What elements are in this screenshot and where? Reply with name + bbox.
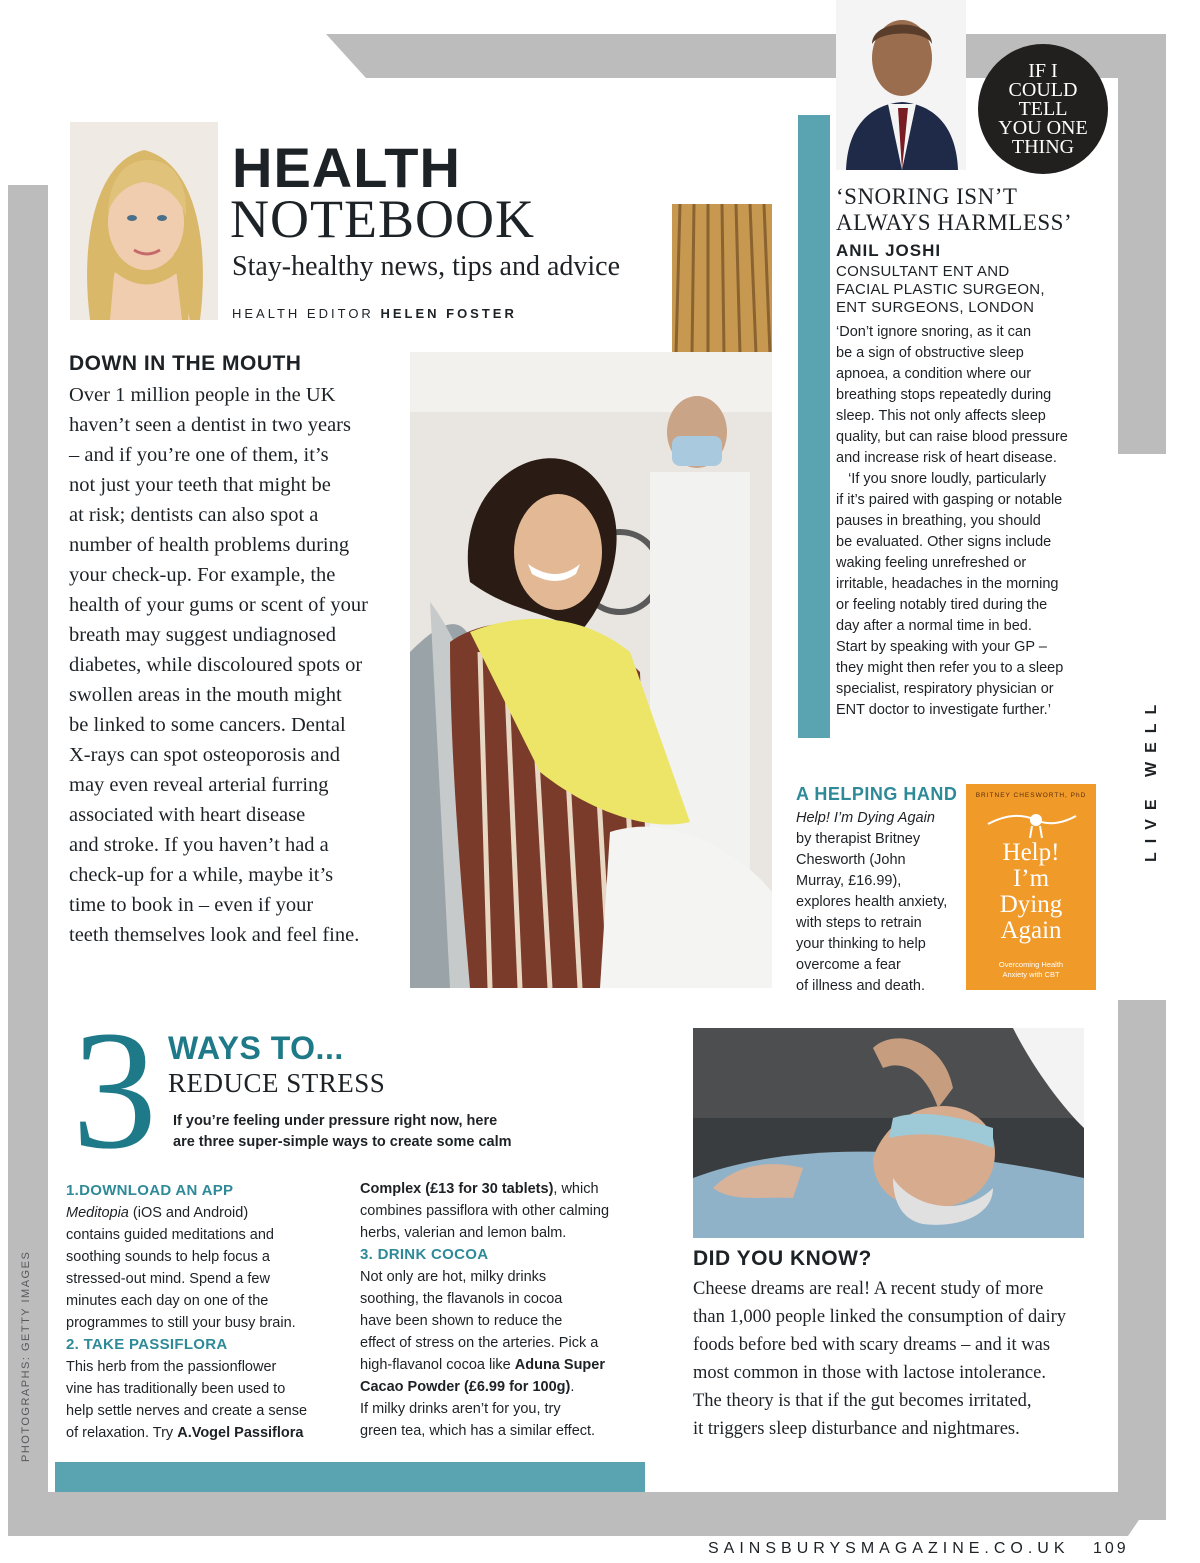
ways-column-1 [66,1180,307,1444]
didyouknow-line: most common in those with lactose intolerance. [693,1363,1046,1383]
ways-body-line [360,1266,609,1288]
ways-text-run: Complex (£13 for 30 tablets) [360,1181,554,1197]
editor-name: HELEN FOSTER [380,306,517,321]
ways-text-run: Aduna Super [514,1357,605,1373]
ways-text-run: soothing sounds to help focus a [66,1249,270,1265]
anil-joshi-photo [836,0,966,170]
helping-body-line: Murray, £16.99), [796,873,902,889]
quote-line: ALWAYS HARMLESS’ [836,210,1073,235]
helping-body-line: explores health anxiety, [796,894,948,910]
ways-item-heading: 3. DRINK COCOA [360,1246,489,1263]
ways-text-run: herbs, valerian and lemon balm. [360,1225,567,1241]
didyouknow-line: The theory is that if the gut becomes irritated, [693,1391,1032,1411]
ways-text-run: , which [553,1181,599,1197]
helping-body-line: Chesworth (John [796,852,906,868]
ways-text-run: (iOS and Android) [128,1205,249,1221]
helping-body-line: your thinking to help [796,936,926,952]
ways-intro-line: are three super-simple ways to create some calm [173,1134,512,1150]
title-bold: HEALTH [232,136,461,199]
tell-badge-text [998,59,1088,158]
ways-body-line [360,1222,609,1244]
ways-text-run: . [570,1379,575,1395]
didyouknow-line: foods before bed with scary dreams – and it was [693,1335,1051,1355]
tell-badge [978,44,1108,174]
ways-body-line [360,1310,609,1332]
badge-line: TELL [1018,97,1068,120]
ways-text-run: Cacao Powder (£6.99 for 100g) [360,1379,571,1395]
ways-intro [173,1111,512,1153]
footer-site-link[interactable]: SAINSBURYSMAGAZINE.CO.UK [708,1540,1070,1557]
helping-body-line: by therapist Britney [796,831,921,847]
editor-byline [232,306,517,321]
ways-body-line [360,1178,609,1200]
ways-body-line [66,1224,307,1246]
ways-text-run: Not only are hot, milky drinks [360,1269,547,1285]
helping-body [796,808,947,997]
ways-heading: WAYS TO... [168,1030,344,1066]
mouth-body-line: at risk; dentists can also spot a [69,504,319,526]
grey-frame-bottom [8,1492,1158,1536]
ways-body-line [66,1356,307,1378]
role-line: FACIAL PLASTIC SURGEON, [836,281,1045,298]
ways-body-line [66,1246,307,1268]
ways-body-line [66,1202,307,1224]
tell-role [836,263,1045,317]
ways-text-run: help settle nerves and create a sense [66,1403,308,1419]
ways-text-run: of relaxation. Try [66,1425,178,1441]
tell-body-line: breathing stops repeatedly during [836,387,1052,403]
book-title-line: Help! [1002,839,1060,866]
ways-body-line [360,1200,609,1222]
ways-body-line [66,1312,307,1334]
grey-frame-right-bottom [1118,1000,1166,1520]
quote-line: ‘SNORING ISN’T [836,184,1018,209]
ways-intro-line: If you’re feeling under pressure right now, here [173,1113,498,1129]
editor-photo [70,122,218,320]
tell-body-line: ‘Don’t ignore snoring, as it can [836,324,1032,340]
tell-body-line: they might then refer you to a sleep [836,660,1064,676]
mouth-body-line: Over 1 million people in the UK [69,384,336,406]
ways-body-line [66,1378,307,1400]
ways-body-line [66,1400,307,1422]
tell-body-line: if it’s paired with gasping or notable [836,492,1063,508]
didyouknow-line: it triggers sleep disturbance and nightmares. [693,1419,1020,1439]
page-number: 109 [1092,1540,1129,1557]
footer [708,1540,1129,1558]
ways-text-run: combines passiflora with other calming [360,1203,610,1219]
book-cover [966,784,1096,990]
ways-number: 3 [72,996,157,1184]
didyouknow-line: than 1,000 people linked the consumption of dairy [693,1307,1067,1327]
grey-frame-right-top [1118,34,1166,454]
helping-body-line: of illness and death. [796,978,925,994]
title-light: NOTEBOOK [230,189,535,249]
ways-text-run: A.Vogel Passiflora [177,1425,304,1441]
tell-body-line: be a sign of obstructive sleep [836,345,1024,361]
tell-body-line: specialist, respiratory physician or [836,681,1054,697]
ways-body-line [360,1420,609,1442]
book-author: BRITNEY CHESWORTH, PhD [975,792,1087,799]
ways-column-2 [360,1178,609,1442]
role-line: CONSULTANT ENT AND [836,263,1010,280]
mouth-body-line: – and if you’re one of them, it’s [69,444,329,466]
mouth-body [69,380,404,950]
helping-heading: A HELPING HAND [796,784,958,804]
dentist-photo [410,352,772,988]
tell-name: ANIL JOSHI [836,241,942,260]
ways-text-run: green tea, which has a similar effect. [360,1423,596,1439]
mouth-body-line: haven’t seen a dentist in two years [69,414,351,436]
ways-body-line [360,1288,609,1310]
didyouknow-line: Cheese dreams are real! A recent study of more [693,1279,1044,1299]
ways-text-run: high-flavanol cocoa like [360,1357,515,1373]
ways-text-run: effect of stress on the arteries. Pick a [360,1335,599,1351]
mouth-body-line: breath may suggest undiagnosed [69,624,337,646]
tell-body-line: sleep. This not only affects sleep [836,408,1046,424]
mouth-body-line: X-rays can spot osteoporosis and [69,744,341,766]
mouth-body-line: be linked to some cancers. Dental [69,714,346,736]
tell-body-line: be evaluated. Other signs include [836,534,1052,550]
ways-text-run: minutes each day on one of the [66,1293,269,1309]
badge-line: COULD [1008,78,1078,101]
mouth-body-line: associated with heart disease [69,804,306,826]
ways-body-line [360,1354,609,1376]
book-subtitle-line: Overcoming Health [998,960,1064,969]
role-line: ENT SURGEONS, LONDON [836,299,1035,316]
tell-body-line: and increase risk of heart disease. [836,450,1057,466]
book-title-line: Dying [999,891,1063,918]
ceiling-photo-strip [672,204,772,354]
badge-line: IF I [1028,59,1058,82]
ways-body-line [360,1398,609,1420]
editor-label: HEALTH EDITOR [232,306,374,321]
ways-item-heading: 2. TAKE PASSIFLORA [66,1336,228,1353]
ways-text-run: This herb from the passionflower [66,1359,277,1375]
photo-credit: PHOTOGRAPHS: GETTY IMAGES [20,1250,32,1462]
mouth-body-line: check-up for a while, maybe it’s [69,864,334,886]
mouth-body-line: diabetes, while discoloured spots or [69,654,363,676]
tell-body-line: day after a normal time in bed. [836,618,1032,634]
teal-accent-right [798,115,830,765]
sleeping-man-photo [693,1028,1084,1238]
mouth-body-line: health of your gums or scent of your [69,594,368,616]
tell-body [836,322,1068,721]
mouth-body-line: time to book in – even if your [69,894,314,916]
ways-text-run: vine has traditionally been used to [66,1381,286,1397]
tell-body-line: quality, but can raise blood pressure [836,429,1068,445]
book-title-line: Again [1000,917,1062,944]
ways-text-run: programmes to still your busy brain. [66,1315,296,1331]
ways-text-run: soothing, the flavanols in cocoa [360,1291,563,1307]
ways-text-run: If milky drinks aren’t for you, try [360,1401,561,1417]
tell-body-line: ENT doctor to investigate further.’ [836,702,1051,718]
mouth-body-line: teeth themselves look and feel fine. [69,924,360,946]
mouth-heading: DOWN IN THE MOUTH [69,352,302,375]
mouth-body-line: not just your teeth that might be [69,474,331,496]
didyouknow-heading: DID YOU KNOW? [693,1247,872,1270]
helping-body-line: Help! I’m Dying Again [796,810,935,826]
book-title [966,840,1096,944]
book-subtitle-line: Anxiety with CBT [1002,970,1060,979]
badge-line: YOU ONE [998,116,1088,139]
ways-text-run: have been shown to reduce the [360,1313,563,1329]
didyouknow-body [693,1275,1066,1443]
tell-body-line: pauses in breathing, you should [836,513,1041,529]
mouth-body-line: and stroke. If you haven’t had a [69,834,329,856]
subtitle: Stay-healthy news, tips and advice [232,251,621,282]
tell-body-line: waking feeling unrefreshed or [836,555,1027,571]
book-subtitle [966,960,1096,980]
tell-body-line: ‘If you snore loudly, particularly [836,471,1047,487]
tell-quote [836,184,1072,236]
mouth-body-line: your check-up. For example, the [69,564,336,586]
ways-subheading: REDUCE STRESS [168,1068,386,1098]
ways-text-run: stressed-out mind. Spend a few [66,1271,270,1287]
ways-body-line [66,1422,307,1444]
tell-body-line: or feeling notably tired during the [836,597,1048,613]
helping-body-line: overcome a fear [796,957,901,973]
ways-body-line [66,1268,307,1290]
tell-body-line: irritable, headaches in the morning [836,576,1059,592]
ways-text-run: contains guided meditations and [66,1227,274,1243]
ways-body-line [360,1332,609,1354]
mouth-body-line: number of health problems during [69,534,350,556]
teal-accent-bottom-left [55,1462,645,1492]
tell-body-line: Start by speaking with your GP – [836,639,1047,655]
badge-line: THING [1011,135,1075,158]
mouth-body-line: may even reveal arterial furring [69,774,329,796]
ways-text-run: Meditopia [66,1205,129,1221]
book-illustration [984,806,1080,842]
helping-body-line: with steps to retrain [796,915,922,931]
tell-body-line: apnoea, a condition where our [836,366,1032,382]
ways-body-line [360,1376,609,1398]
book-title-line: I’m [1012,865,1050,892]
ways-item-heading: 1.DOWNLOAD AN APP [66,1182,234,1199]
mouth-body-line: swollen areas in the mouth might [69,684,342,706]
ways-body-line [66,1290,307,1312]
